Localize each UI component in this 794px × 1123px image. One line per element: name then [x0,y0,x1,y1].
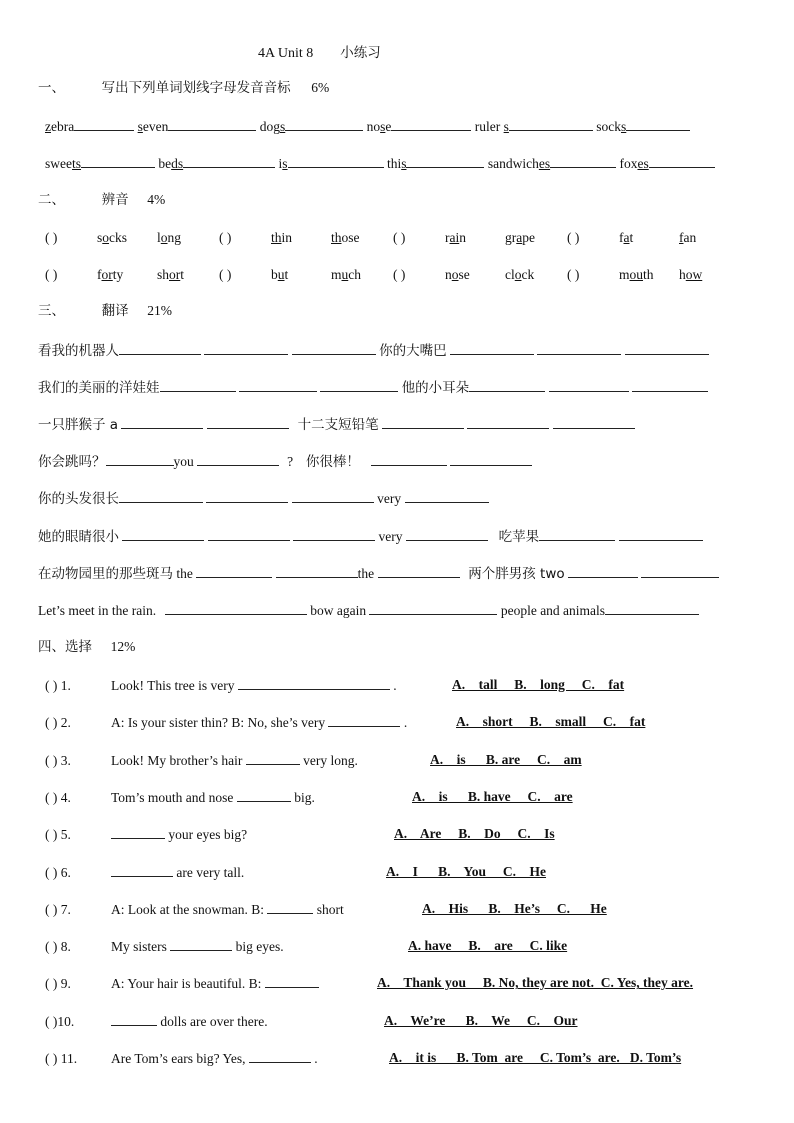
answer-blank[interactable] [539,527,615,541]
translate-line-5 [38,489,756,508]
word-part: or [101,267,113,282]
question-row [45,1049,318,1068]
word-part: cl [505,267,515,282]
word: the [176,566,193,581]
word-part: ck [521,267,535,282]
answer-options[interactable]: A. is B. are C. am [430,751,582,767]
translate-line-1 [38,341,756,360]
sound-group [567,229,741,247]
question-number[interactable]: ( )10. [45,1013,75,1029]
word-part: m [331,267,342,282]
prompt: 吃苹果 [498,529,540,545]
word-part: ai [449,230,460,245]
section-1-row-2 [45,154,756,173]
answer-options[interactable]: A. Thank you B. No, they are not. C. Yes, they are. [377,975,694,991]
word-part: no [366,119,381,134]
answer-blank[interactable] [406,527,488,541]
question-text: very long. [303,752,358,768]
title-label: 小练习 [340,45,381,61]
answer-blank[interactable] [170,937,232,951]
answer-blank[interactable] [74,117,134,131]
answer-blank[interactable] [168,117,256,131]
answer-blank[interactable] [553,415,635,429]
question-text: . [393,678,397,693]
answer-blank[interactable] [238,676,390,690]
word-part: m [619,267,630,282]
answer-blank[interactable] [469,378,545,392]
answer-options[interactable]: A. is B. have C. are [412,788,573,804]
word-part: s [97,230,103,245]
question-row [45,900,344,919]
word [331,266,387,284]
answer-options[interactable]: A. Are B. Do C. Is [394,826,555,842]
question-number[interactable]: ( ) 9. [45,976,71,992]
section-number: 二、 [38,192,65,208]
answer-blank[interactable] [292,341,376,355]
section-3-heading [38,302,756,320]
answer-blank[interactable] [391,117,471,131]
word [619,266,679,284]
prompt: 你的头发很长 [38,491,119,507]
word-part: ruler [474,119,504,134]
answer-blank[interactable] [328,713,400,727]
word [157,229,213,247]
question-number[interactable]: ( ) 3. [45,752,71,768]
answer-blank[interactable] [550,154,616,168]
question-row [45,788,315,807]
question-row [45,1012,268,1031]
word-part: an [683,230,697,245]
answer-blank[interactable] [204,341,288,355]
answer-blank[interactable] [509,117,593,131]
word-part: u [277,267,285,282]
answer-blank[interactable] [378,564,460,578]
word [505,266,561,284]
answer-parens[interactable]: ( ) [567,267,580,282]
word-part: th [271,230,282,245]
word-part: f [619,230,624,245]
word [505,229,561,247]
answer-blank[interactable] [285,117,363,131]
section-score: 21% [147,303,172,318]
word [271,229,331,247]
section-title: 写出下列单词划线字母发音音标 [101,80,291,96]
section-2-row-2 [45,266,756,284]
question-text: . [403,715,408,731]
answer-blank[interactable] [605,601,699,615]
prompt: Let’s meet in the rain. [38,603,157,618]
question-text: A: Your hair is beautiful. B: [111,976,262,992]
answer-blank[interactable] [537,341,621,355]
word-part: t [629,230,634,245]
word-part: cks [109,230,128,245]
sound-group [219,266,393,284]
answer-blank[interactable] [369,601,497,615]
word-part: dog [259,119,280,134]
question-text: A: Is your sister thin? B: No, she’s very [111,715,326,731]
translate-line-3 [38,415,756,434]
word-part: s [282,156,288,171]
word-part: n [445,267,452,282]
prompt: 你很棒！ [305,454,360,470]
word-part: b [271,267,278,282]
answer-options[interactable]: A. We’re B. We C. Our [384,1012,578,1028]
answer-blank[interactable] [405,489,489,503]
word-part: ng [167,230,182,245]
word-part: o [451,267,459,282]
question-row [45,751,358,770]
unit-label: 4A Unit 8 [258,46,314,61]
answer-options[interactable]: A. His B. He’s C. He [422,900,607,916]
question-text: your eyes big? [168,827,248,843]
word-part: u [341,267,349,282]
prompt: 他的小耳朵 [401,380,470,396]
word-part: sh [157,267,170,282]
answer-blank[interactable] [450,341,534,355]
word-part: even [142,119,169,134]
word-part: ty [112,267,124,282]
question-text: Tom’s mouth and nose [111,789,234,805]
prompt: 她的眼睛很小 [38,529,119,545]
page-title [258,41,381,62]
word [679,229,735,247]
word-part: l [157,230,161,245]
word-part: r [445,230,450,245]
answer-options[interactable]: A. I B. You C. He [386,863,547,879]
answer-blank[interactable] [626,117,690,131]
word-part: be [158,156,172,171]
word-part: h [679,267,686,282]
answer-blank[interactable] [183,154,275,168]
answer-blank[interactable] [197,452,279,466]
section-2-heading [38,191,756,209]
answer-blank[interactable] [288,154,384,168]
word-part: ds [171,156,184,171]
word-part: ts [72,156,82,171]
question-number[interactable]: ( ) 8. [45,939,71,955]
answer-blank[interactable] [121,415,203,429]
word-part: in [281,230,293,245]
word [387,156,407,171]
word: very [378,529,403,544]
word: very [377,491,402,506]
prompt: 你会跳吗？ [38,454,106,470]
word-part: s [401,156,407,171]
answer-blank[interactable] [160,378,236,392]
word-part: z [45,119,51,134]
word-part: es [538,156,551,171]
answer-blank[interactable] [119,341,201,355]
answer-parens[interactable]: ( ) [393,230,406,245]
answer-blank[interactable] [625,341,709,355]
word: the [357,566,375,581]
word [475,119,509,134]
word-part: th [643,267,654,282]
word-part: se [458,267,470,282]
answer-parens[interactable]: ( ) [219,267,232,282]
word [260,119,286,134]
word-part: f [97,267,102,282]
answer-blank[interactable] [265,974,319,988]
section-score: 4% [147,192,166,207]
question-text: A: Look at the snowman. B: [111,901,264,917]
answer-blank[interactable] [207,415,289,429]
word-part: thi [386,156,402,171]
answer-blank[interactable] [111,1012,157,1026]
word [679,266,735,284]
question-number[interactable]: ( ) 6. [45,864,71,880]
answer-blank[interactable] [208,527,290,541]
question-row [45,863,244,882]
translate-line-8 [38,601,756,620]
word [157,266,213,284]
prompt: 我们的美丽的洋娃娃 [38,380,160,396]
translate-line-6 [38,527,756,546]
question-number[interactable]: ( ) 7. [45,901,71,917]
word: people and animals [500,603,606,618]
word-part: a [623,230,630,245]
word [331,229,387,247]
question-text: big. [294,789,315,805]
answer-blank[interactable] [246,751,300,765]
word-part: i [278,156,283,171]
sound-group [45,229,219,247]
answer-blank[interactable] [111,863,173,877]
translate-line-7 [38,564,756,583]
word-part: ch [348,267,362,282]
word-part: s [621,119,627,134]
answer-blank[interactable] [122,527,204,541]
question-number[interactable]: ( ) 11. [45,1051,78,1066]
word: you [173,454,194,469]
word-part: pe [522,230,535,245]
section-2-row-1 [45,229,756,247]
question-text: dolls are over there. [160,1013,268,1029]
answer-blank[interactable] [406,154,484,168]
word-part: s [137,119,143,134]
answer-blank[interactable] [237,788,291,802]
sound-group [393,266,567,284]
word [158,156,183,171]
sound-group [567,266,741,284]
word-part: th [331,230,342,245]
answer-blank[interactable] [549,378,629,392]
translate-line-4 [38,452,756,471]
word-part: gr [505,230,517,245]
prompt: 两个胖男孩 two [468,566,565,582]
answer-blank[interactable] [165,601,307,615]
sound-group [393,229,567,247]
word [138,119,169,134]
question-text: big eyes. [235,939,284,955]
answer-parens[interactable]: ( ) [393,267,406,282]
answer-blank[interactable] [649,154,715,168]
sound-group [45,266,219,284]
word-part: sock [596,119,622,134]
word-part: a [516,230,523,245]
word-part: o [514,267,522,282]
question-text: . [314,1051,318,1066]
word [445,229,505,247]
answer-blank[interactable] [81,154,155,168]
answer-parens[interactable]: ( ) [45,267,58,282]
sound-group [219,229,393,247]
word [619,229,679,247]
prompt: 你的大嘴巴 [379,343,447,359]
question-row [45,974,319,993]
question-text: are very tall. [176,864,245,880]
answer-blank[interactable] [106,452,174,466]
word [45,156,81,171]
question-text: short [316,901,344,917]
question-text: Are Tom’s ears big? Yes, [111,1051,246,1066]
answer-blank[interactable] [111,825,165,839]
prompt: 看我的机器人 [38,343,119,359]
section-title: 辨音 [101,192,129,208]
answer-blank[interactable] [239,378,317,392]
word-part: ow [685,267,703,282]
word-part: t [180,267,185,282]
word [596,119,626,134]
word [97,266,157,284]
word-part: or [169,267,181,282]
question-row [45,713,407,732]
word-part: ou [629,267,644,282]
word [271,266,331,284]
answer-blank[interactable] [632,378,708,392]
question-number[interactable]: ( ) 1. [45,678,71,693]
answer-parens[interactable]: ( ) [45,230,58,245]
question-row [45,937,284,956]
word-part: n [459,230,466,245]
question-number[interactable]: ( ) 5. [45,827,71,843]
answer-blank[interactable] [267,900,313,914]
word-part: s [380,119,386,134]
question-text: Look! This tree is very [111,678,235,693]
answer-blank[interactable] [382,415,464,429]
word [279,156,288,171]
section-title: 翻译 [101,303,129,319]
answer-blank[interactable] [371,452,447,466]
section-number: 三、 [38,303,65,319]
word-part: fox [619,156,638,171]
answer-blank[interactable] [320,378,398,392]
answer-options[interactable]: A. have B. are C. like [408,938,568,954]
word: bow again [310,603,367,618]
word [619,156,648,171]
answer-blank[interactable] [276,564,358,578]
word-part: s [279,119,286,134]
question-number[interactable]: ( ) 4. [45,789,71,805]
word-part: s [503,119,509,134]
question-text: My sisters [111,939,167,955]
answer-options[interactable]: A. tall B. long C. fat [452,677,625,692]
answer-blank[interactable] [196,564,272,578]
answer-options[interactable]: A. it is B. Tom are C. Tom’s are. D. Tom’s [389,1050,682,1065]
word-part: o [160,230,168,245]
section-score: 6% [311,80,330,95]
word-part: swee [45,156,72,171]
word [367,119,392,134]
prompt: 一只胖猴子 a [38,417,119,433]
word-part: ebra [51,119,75,134]
answer-blank[interactable] [568,564,638,578]
prompt: 在动物园里的那些斑马 [38,566,173,582]
question-row [45,825,247,844]
word-part: f [679,230,684,245]
question-row [45,676,397,695]
translate-line-2 [38,378,756,397]
section-4-heading [38,638,756,656]
word-part: es [637,156,649,171]
section-title: 四、选择 [38,639,92,655]
word [488,156,550,171]
word-part: o [102,230,110,245]
answer-options[interactable]: A. short B. small C. fat [456,714,646,730]
section-score: 12% [110,639,136,654]
answer-blank[interactable] [206,489,288,503]
word [97,229,157,247]
answer-parens[interactable]: ( ) [567,230,580,245]
answer-blank[interactable] [293,527,375,541]
word-part: sandwich [487,156,539,171]
word-part: t [284,267,289,282]
word [445,266,505,284]
answer-blank[interactable] [119,489,203,503]
word-part: e [385,119,392,134]
word [45,119,74,134]
answer-blank[interactable] [450,452,532,466]
question-number[interactable]: ( ) 2. [45,715,71,731]
answer-blank[interactable] [292,489,374,503]
section-number: 一、 [38,80,65,96]
punct: ? [287,454,294,469]
word-part: ose [341,230,360,245]
prompt: 十二支短铅笔 [297,417,379,433]
answer-blank[interactable] [467,415,549,429]
answer-blank[interactable] [641,564,719,578]
answer-blank[interactable] [619,527,703,541]
section-1-row-1 [45,117,756,136]
answer-blank[interactable] [249,1049,311,1063]
section-1-heading [38,79,756,97]
answer-parens[interactable]: ( ) [219,230,232,245]
question-text: Look! My brother’s hair [111,752,243,768]
